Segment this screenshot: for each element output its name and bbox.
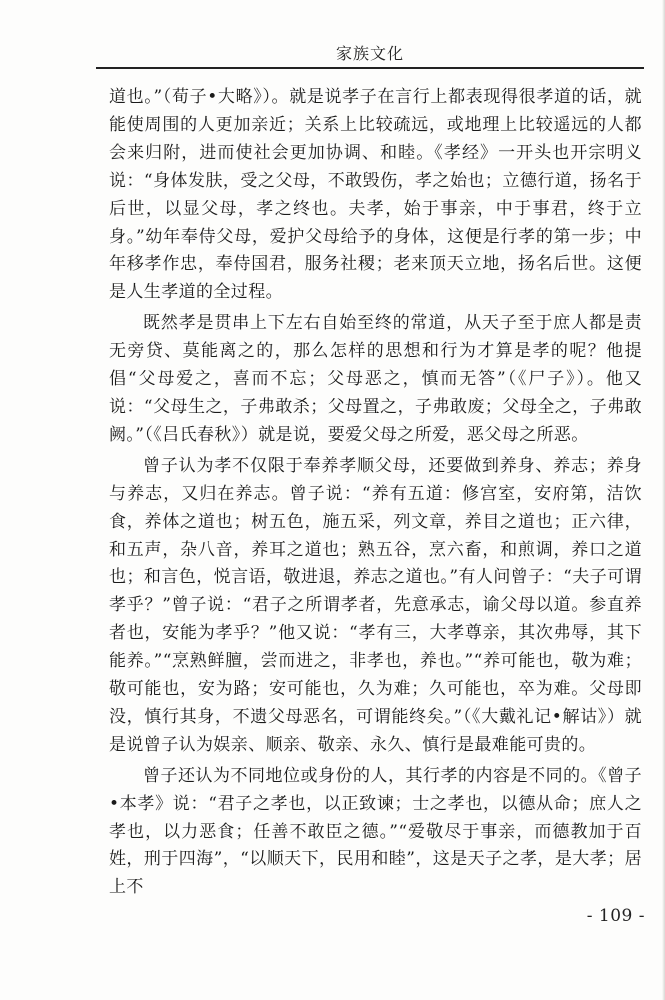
header-rule xyxy=(96,67,644,69)
body-text xyxy=(109,84,642,902)
paragraph-3: 曾子认为孝不仅限于奉养孝顺父母，还要做到养身、养志；养身与养志，又归在养志。曾子说：“养有五道：修宫室，安府第，洁饮食，养体之道也；树五色，施五采，列文章，养目之道也；正六律，和五声，杂八音，养耳之道也；熟五谷，烹六畜，和煎调，养口之道也；和言色，悦言语，敬进退，养志之道也。”有人问曾子：“夫子可谓孝乎？”曾子说：“君子之所谓孝者，先意承志，谕父母以道。参直养者也，安能为孝乎？”他又说：“孝有三，大孝尊亲，其次弗辱，其下能养。”“烹熟鲜膻，尝而进之，非孝也，养也。”“养可能也，敬为难；敬可能也，安为路；安可能也，久为难；久可能也，卒为难。父母即没，慎行其身，不遗父母恶名，可谓能终矣。”（《大戴礼记•解诂》）就是说曾子认为娱亲、顺亲、敬亲、永久、慎行是最难能可贵的。 xyxy=(109,455,642,755)
running-header-title: 家族文化 xyxy=(335,44,404,63)
paragraph-4: 曾子还认为不同地位或身份的人，其行孝的内容是不同的。《曾子•本孝》说：“君子之孝也，以正致谏；士之孝也，以德从命；庶人之孝也，以力恶食；任善不敢臣之德。”“爱敬尽于事亲，而德教加于百姓，刑于四海”，“以顺天下，民用和睦”，这是天子之孝，是大孝；居上不 xyxy=(109,765,642,898)
paragraph-1: 道也。”（荀子•大略》）。就是说孝子在言行上都表现得很孝道的话，就能使周围的人更加亲近；关系上比较疏远，或地理上比较遥远的人都会来归附，进而使社会更加协调、和睦。《孝经》一开头也开宗明义说：“身体发肤，受之父母，不敢毁伤，孝之始也；立德行道，扬名于后世，以显父母，孝之终也。夫孝，始于事亲，中于事君，终于立身。”幼年奉侍父母，爱护父母给予的身体，这便是行孝的第一步；中年移孝作忠，奉侍国君，服务社稷；老来顶天立地，扬名后世。这便是人生孝道的全过程。 xyxy=(109,87,642,303)
paragraph-2: 既然孝是贯串上下左右自始至终的常道，从天子至于庶人都是责无旁贷、莫能离之的，那么怎样的思想和行为才算是孝的呢？他提倡“父母爱之，喜而不忘；父母恶之，慎而无答”（《尸子》）。他又说：“父母生之，子弗敢杀；父母置之，子弗敢废；父母全之，子弗敢阙。”（《吕氏春秋》）就是说，要爱父母之所爱，恶父母之所恶。 xyxy=(109,313,642,445)
page-number: - 109 - xyxy=(586,906,645,926)
